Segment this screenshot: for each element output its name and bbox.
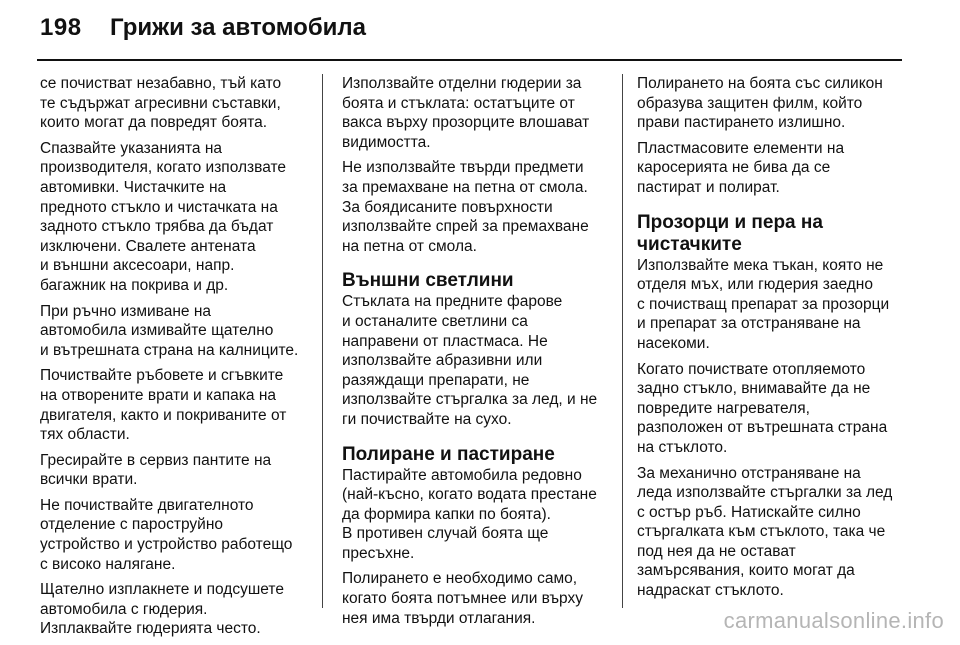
text-line: Използвайте отделни гюдерии за xyxy=(342,75,582,92)
text-line: всички врати. xyxy=(40,471,138,489)
text-line: нея има твърди отлагания. xyxy=(342,609,536,627)
paragraph xyxy=(40,302,310,361)
text-line: отделение с пароструйно xyxy=(40,516,224,534)
paragraph xyxy=(342,569,612,628)
text-line: на стъклото. xyxy=(637,438,728,456)
text-line: каросерията не бива да се xyxy=(637,159,831,177)
text-line: образува защитен филм, който xyxy=(637,94,863,112)
paragraph xyxy=(637,464,907,601)
text-line: повредите нагревателя, xyxy=(637,399,810,417)
text-line: видимостта. xyxy=(342,133,431,151)
text-line: използвайте спрей за премахване xyxy=(342,218,589,236)
text-line: и външни аксесоари, напр. xyxy=(40,257,235,275)
page-title: Грижи за автомобила xyxy=(110,14,367,41)
text-line: двигателя, както и покриваните от xyxy=(40,406,287,424)
text-line: За механично отстраняване на xyxy=(637,464,861,482)
paragraph xyxy=(342,158,612,256)
text-line: те съдържат агресивни съставки, xyxy=(40,94,281,112)
text-line: с остър ръб. Натискайте силно xyxy=(637,503,861,521)
paragraph xyxy=(40,366,310,444)
section-heading xyxy=(342,444,612,466)
text-line: Изплаквайте гюдерията често. xyxy=(40,620,261,638)
text-line: да формира капки по боята). xyxy=(342,505,551,523)
column-divider-1 xyxy=(322,74,323,608)
text-column-1 xyxy=(40,74,310,645)
text-line: разяждащи препарати, не xyxy=(342,371,530,389)
paragraph xyxy=(40,139,310,296)
text-line: надраскат стъклото. xyxy=(637,582,784,600)
text-line: Не почиствайте двигателното xyxy=(40,496,254,514)
text-line: Полиране и пастиране xyxy=(342,443,555,465)
text-line: При ръчно измиване на xyxy=(40,302,212,320)
text-line: Използвайте мека тъкан, която не xyxy=(637,256,884,274)
paragraph xyxy=(40,580,310,639)
text-line: автомивки. Чистачките на xyxy=(40,178,227,196)
page-number: 198 xyxy=(40,14,82,41)
text-line: задно стъкло, внимавайте да не xyxy=(637,380,871,398)
text-line: В противен случай боята ще xyxy=(342,525,549,543)
text-line: използвайте абразивни или xyxy=(342,352,543,370)
paragraph xyxy=(342,292,612,429)
text-line: задното стъкло трябва да бъдат xyxy=(40,218,274,236)
text-line: пастират и полират. xyxy=(637,178,780,196)
text-line: (най-късно, когато водата престане xyxy=(342,486,597,504)
text-line: Стъклата на предните фарове xyxy=(342,293,563,311)
text-line: изключени. Свалете антената xyxy=(40,237,256,255)
text-line: боята и стъклата: остатъците от xyxy=(342,94,575,112)
text-line: автомобила с гюдерия. xyxy=(40,600,208,618)
text-line: вакса върху прозорците влошават xyxy=(342,114,590,132)
text-line: Когато почиствате отопляемото xyxy=(637,360,866,378)
text-column-2 xyxy=(342,74,612,634)
text-line: производителя, когато използвате xyxy=(40,159,287,177)
paragraph xyxy=(40,496,310,574)
paragraph xyxy=(637,360,907,458)
text-line: и препарат за отстраняване на xyxy=(637,315,861,333)
text-line: под нея да не остават xyxy=(637,542,796,560)
paragraph xyxy=(637,74,907,133)
text-line: автомобила измивайте щателно xyxy=(40,322,274,340)
text-line: разположен от вътрешната страна xyxy=(637,419,888,437)
text-line: стъргалката към стъклото, така че xyxy=(637,523,886,541)
watermark: carmanualsonline.info xyxy=(723,608,944,633)
text-line: ги почиствайте на сухо. xyxy=(342,410,512,428)
text-line: прави пастирането излишно. xyxy=(637,114,846,132)
text-line: когато боята потъмнее или върху xyxy=(342,590,584,608)
paragraph xyxy=(342,74,612,152)
text-line: Почиствайте ръбовете и сгъвките xyxy=(40,367,284,385)
text-line: които могат да повредят боята. xyxy=(40,114,268,132)
paragraph xyxy=(637,256,907,354)
text-line: Пастирайте автомобила редовно xyxy=(342,466,582,484)
text-line: пресъхне. xyxy=(342,544,415,562)
text-line: Пластмасовите елементи на xyxy=(637,139,845,157)
text-line: на отворените врати и капака на xyxy=(40,386,277,404)
text-line: Гресирайте в сервиз пантите на xyxy=(40,451,272,469)
text-line: и вътрешната страна на калниците. xyxy=(40,341,299,359)
paragraph xyxy=(40,74,310,133)
section-heading xyxy=(637,212,907,256)
text-line: Прозорци и пера на xyxy=(637,211,823,233)
paragraph xyxy=(637,139,907,198)
paragraph xyxy=(342,466,612,564)
text-line: Спазвайте указанията на xyxy=(40,139,223,157)
text-line: насекоми. xyxy=(637,334,710,352)
text-line: с високо налягане. xyxy=(40,555,176,573)
text-line: замърсявания, които могат да xyxy=(637,562,855,580)
text-line: на петна от смола. xyxy=(342,237,477,255)
text-line: багажник на покрива и др. xyxy=(40,276,229,294)
text-line: Щателно изплакнете и подсушете xyxy=(40,581,284,599)
text-line: предното стъкло и чистачката на xyxy=(40,198,278,216)
text-line: за премахване на петна от смола. xyxy=(342,178,588,196)
section-heading xyxy=(342,270,612,292)
text-line: отделя мъх, или гюдерия заедно xyxy=(637,276,873,294)
text-line: Полирането на боята със силикон xyxy=(637,75,883,92)
text-line: направени от пластмаса. Не xyxy=(342,332,548,350)
text-line: Не използвайте твърди предмети xyxy=(342,159,584,177)
text-line: Външни светлини xyxy=(342,270,514,292)
text-line: се почистват незабавно, тъй като xyxy=(40,75,282,92)
text-line: и останалите светлини са xyxy=(342,312,528,330)
text-line: тях области. xyxy=(40,426,130,444)
text-line: Полирането е необходимо само, xyxy=(342,570,578,588)
text-line: с почистващ препарат за прозорци xyxy=(637,295,890,313)
text-column-3 xyxy=(637,74,907,607)
text-line: използвайте стъргалка за лед, и не xyxy=(342,391,598,409)
column-divider-2 xyxy=(622,74,623,608)
text-line: леда използвайте стъргалки за лед xyxy=(637,484,893,502)
page-header xyxy=(0,0,960,60)
text-line: За боядисаните повърхности xyxy=(342,198,553,216)
header-rule xyxy=(37,59,902,61)
text-line: чистачките xyxy=(637,233,742,255)
text-line: устройство и устройство работещо xyxy=(40,536,293,554)
paragraph xyxy=(40,451,310,490)
